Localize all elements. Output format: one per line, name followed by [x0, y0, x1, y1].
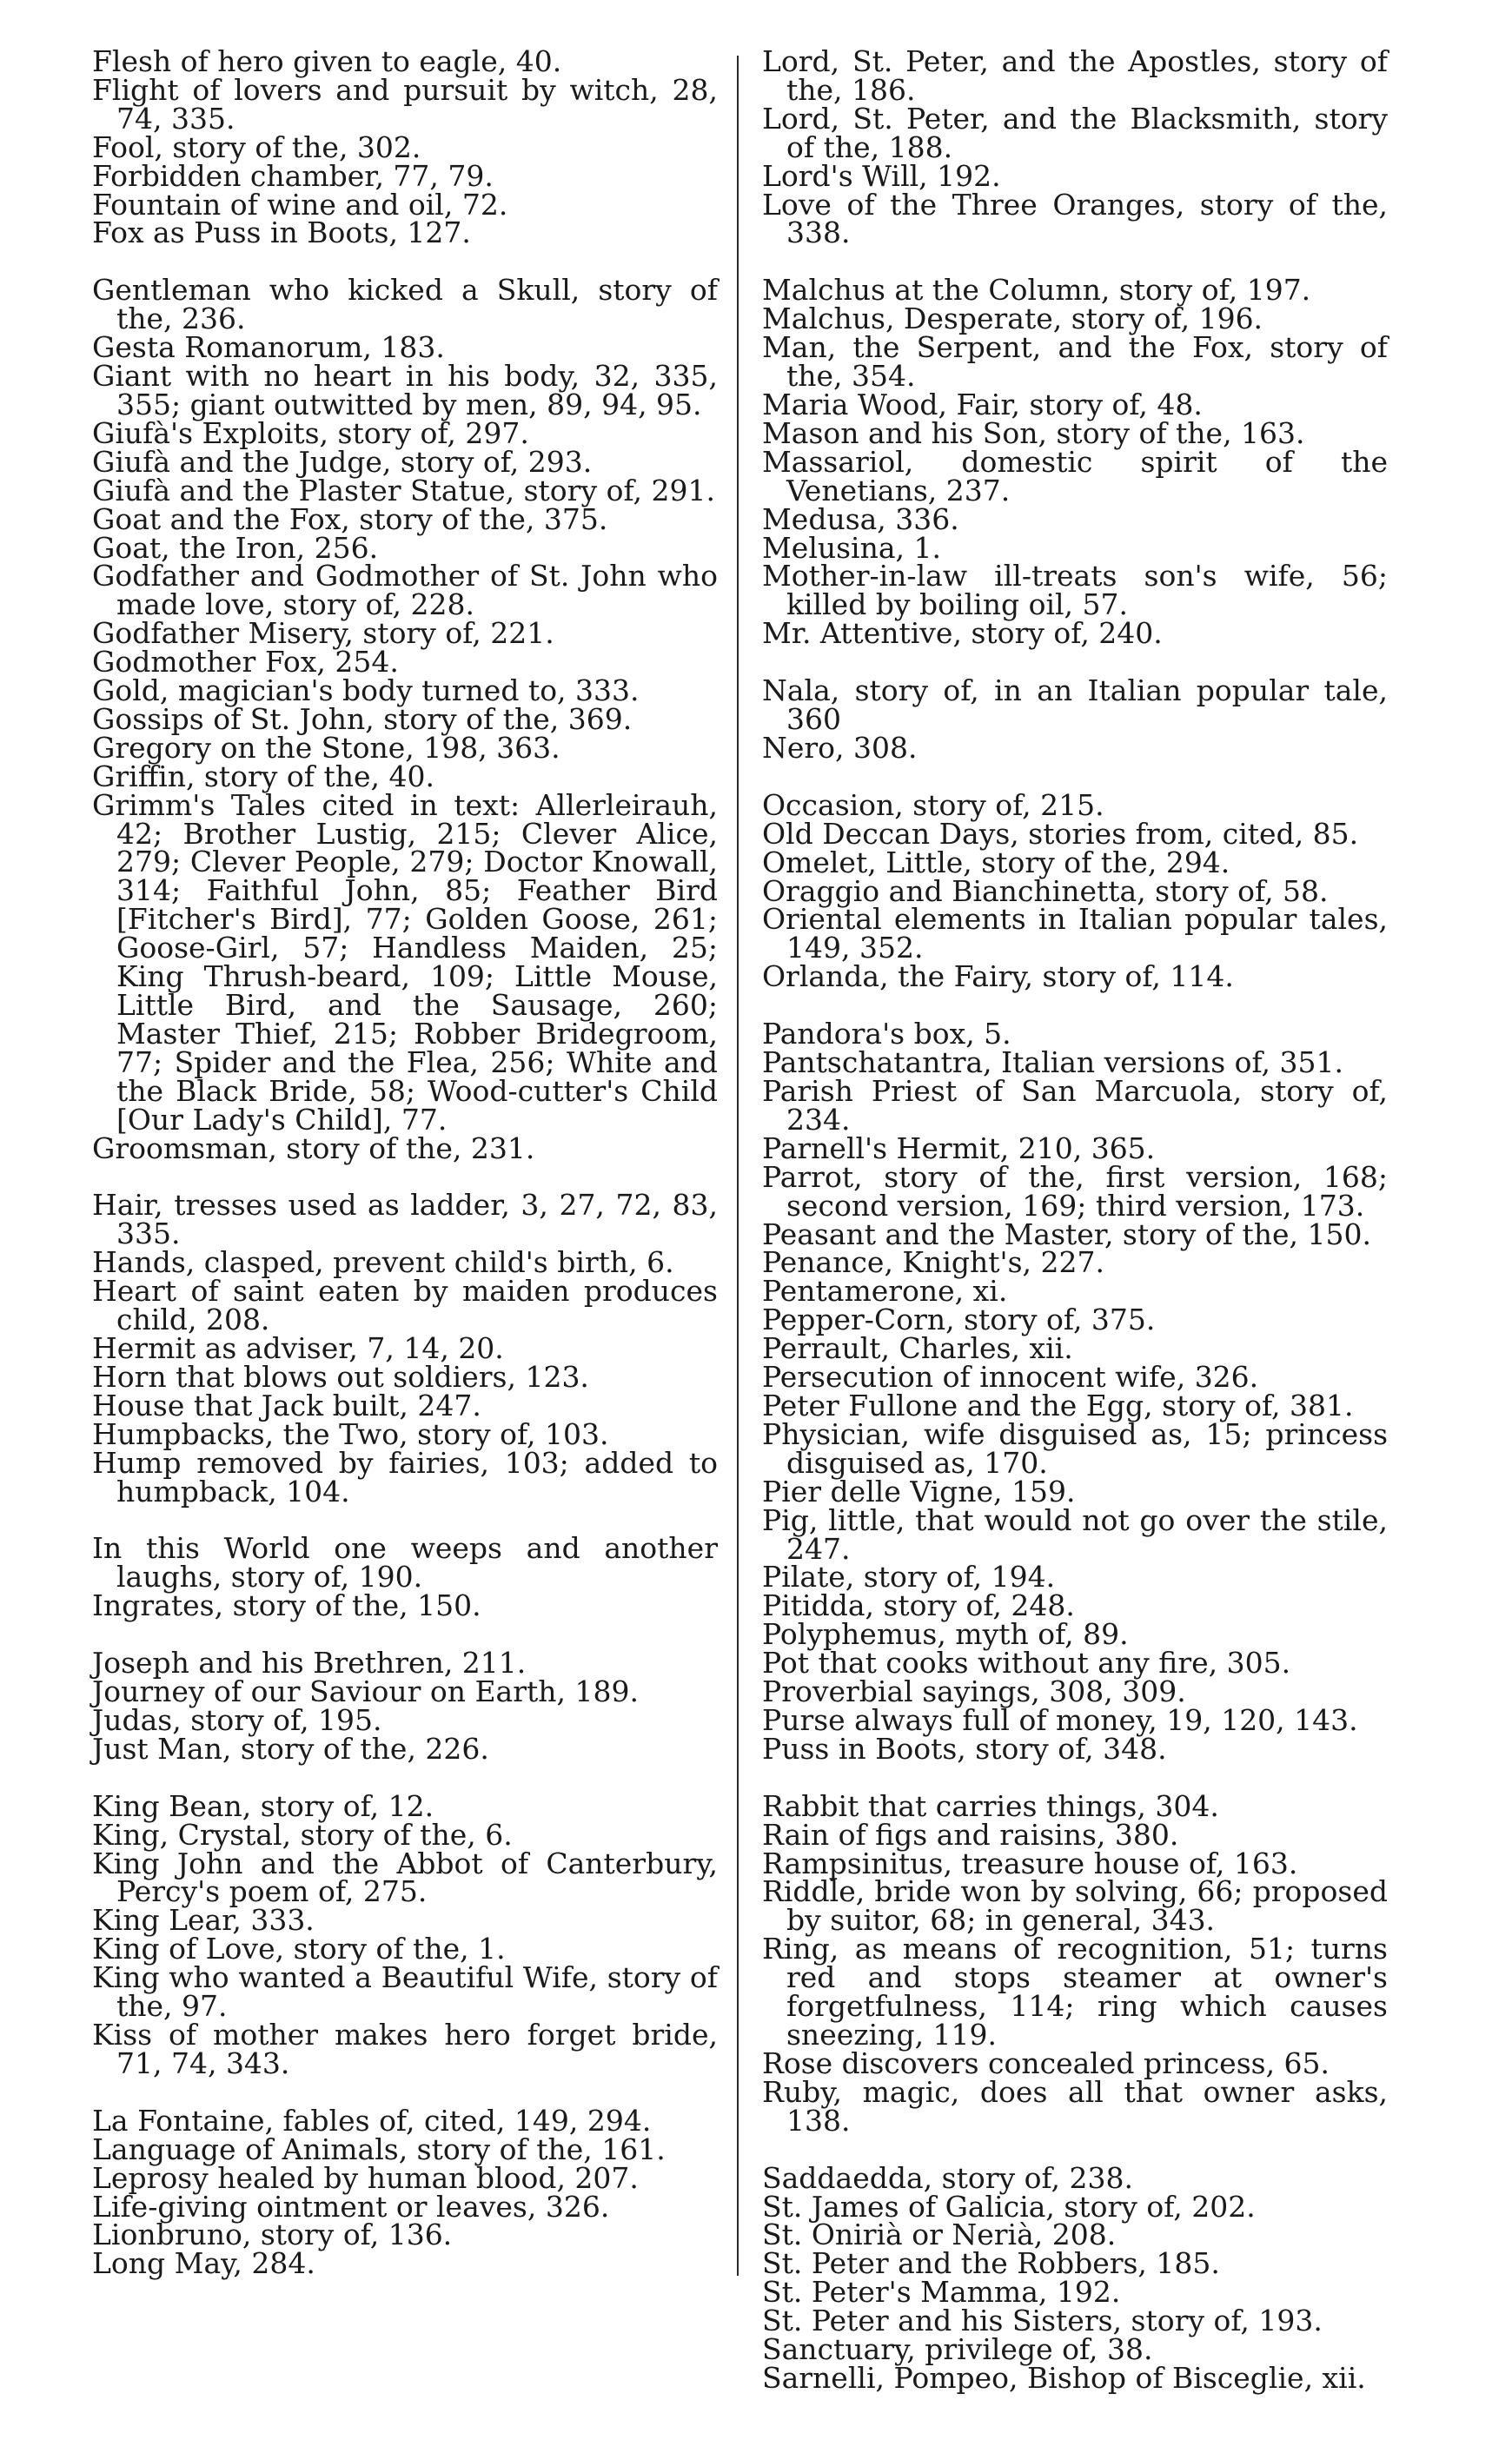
index-entry: Long May, 284. [92, 2246, 315, 2281]
index-entry: In this World one weeps and another laughs, story of, 190. [92, 1531, 718, 1595]
index-entry: Perrault, Charles, xii. [762, 1331, 1073, 1366]
index-entry: Omelet, Little, story of the, 294. [762, 845, 1230, 879]
index-entry: Orlanda, the Fairy, story of, 114. [762, 959, 1234, 994]
index-entry: Ingrates, story of the, 150. [92, 1588, 481, 1623]
index-entry: Godfather Misery, story of, 221. [92, 616, 554, 651]
index-entry: Hump removed by fairies, 103; added to humpback, 104. [92, 1445, 718, 1508]
index-entry: Mason and his Son, story of the, 163. [762, 415, 1305, 450]
index-entry: Oraggio and Bianchinetta, story of, 58. [762, 873, 1329, 908]
index-entry: Oriental elements in Italian popular tales, 149, 352. [762, 902, 1388, 965]
section-gap [762, 2136, 1388, 2165]
index-entry: Occasion, story of, 215. [762, 787, 1104, 822]
index-column-left [92, 44, 718, 2281]
index-entry: Pepper-Corn, story of, 375. [762, 1303, 1156, 1337]
index-entry: St. James of Galicia, story of, 202. [762, 2189, 1256, 2224]
index-entry: Purse always full of money, 19, 120, 143. [762, 1702, 1358, 1737]
index-entry: Pot that cooks without any fire, 305. [762, 1646, 1291, 1681]
index-entry: Flight of lovers and pursuit by witch, 28, 74, 335. [92, 72, 718, 136]
index-entry: Goat and the Fox, story of the, 375. [92, 501, 608, 536]
index-entry: Humpbacks, the Two, story of, 103. [92, 1416, 609, 1451]
index-entry: Puss in Boots, story of, 348. [762, 1731, 1167, 1766]
index-entry: Melusina, 1. [762, 530, 942, 565]
index-entry: Lord's Will, 192. [762, 158, 1001, 193]
index-entry: Old Deccan Days, stories from, cited, 85. [762, 816, 1359, 851]
index-entry: Judas, story of, 195. [92, 1702, 382, 1737]
index-entry: Penance, Knight's, 227. [762, 1245, 1104, 1280]
index-entry: Grimm's Tales cited in text: Allerleirauh, 42; Brother Lustig, 215; Clever Alice, 279; Clever People, 279; Doctor Knowall, 314; Faithful John, 85; Feather Bird [Fitcher's Bird], 77; Golden Goose, 261; Goose-Girl, 57; Handless Maiden, 25; King Thrush-beard, 109; Little Mouse, Little Bird, and the Sausage, 260; Master Thief, 215; Robber Bridegroom, 77; Spider and the Flea, 256; White and the Black Bride, 58; Wood-cutter's Child [Our Lady's Child], 77. [92, 787, 718, 1137]
index-entry: Horn that blows out soldiers, 123. [92, 1359, 589, 1394]
index-entry: Massariol, domestic spirit of the Venetians, 237. [762, 444, 1388, 507]
index-entry: St. Peter and his Sisters, story of, 193. [762, 2304, 1323, 2338]
index-entry: Life-giving ointment or leaves, 326. [92, 2189, 610, 2224]
index-entry: Pig, little, that would not go over the stile, 247. [762, 1502, 1388, 1566]
index-entry: Godfather and Godmother of St. John who made love, story of, 228. [92, 559, 718, 622]
index-entry: Parnell's Hermit, 210, 365. [762, 1130, 1156, 1165]
index-entry: Forbidden chamber, 77, 79. [92, 158, 494, 193]
index-entry: Giufà and the Judge, story of, 293. [92, 444, 593, 479]
index-entry: Peasant and the Master, story of the, 150. [762, 1217, 1371, 1251]
index-entry: Gossips of St. John, story of the, 369. [92, 701, 633, 736]
index-entry: Giufà and the Plaster Statue, story of, 291. [92, 473, 715, 507]
index-entry: Lionbruno, story of, 136. [92, 2218, 453, 2252]
index-entry: Groomsman, story of the, 231. [92, 1130, 535, 1165]
index-entry: Ruby, magic, does all that owner asks, 138. [762, 2074, 1388, 2138]
index-entry: Hair, tresses used as ladder, 3, 27, 72, 83, 335. [92, 1188, 718, 1251]
index-entry: Journey of our Saviour on Earth, 189. [92, 1674, 639, 1709]
index-entry: Sarnelli, Pompeo, Bishop of Bisceglie, xii. [762, 2360, 1366, 2395]
index-entry: Pandora's box, 5. [762, 1017, 1011, 1051]
index-entry: King who wanted a Beautiful Wife, story of the, 97. [92, 1960, 718, 2024]
index-entry: Rose discovers concealed princess, 65. [762, 2045, 1330, 2080]
index-entry: Rampsinitus, treasure house of, 163. [762, 1846, 1298, 1880]
index-entry: Sanctuary, privilege of, 38. [762, 2332, 1153, 2367]
index-entry: Flesh of hero given to eagle, 40. [92, 44, 562, 78]
index-entry: Rain of figs and raisins, 380. [762, 1817, 1179, 1852]
index-entry: Pentamerone, xi. [762, 1274, 1008, 1309]
index-entry: Persecution of innocent wife, 326. [762, 1360, 1259, 1395]
index-entry: Godmother Fox, 254. [92, 645, 399, 680]
index-entry: Fool, story of the, 302. [92, 129, 421, 164]
index-entry: Nala, story of, in an Italian popular tale, 360 [762, 673, 1388, 737]
section-gap [762, 763, 1388, 792]
index-entry: St. Onirià or Nerià, 208. [762, 2218, 1117, 2252]
index-entry: Gesta Romanorum, 183. [92, 330, 445, 365]
index-entry: Griffin, story of the, 40. [92, 759, 434, 793]
index-entry: Gregory on the Stone, 198, 363. [92, 730, 560, 765]
index-entry: Hands, clasped, prevent child's birth, 6. [92, 1245, 674, 1280]
index-entry: Riddle, bride won by solving, 66; proposed by suitor, 68; in general, 343. [762, 1874, 1388, 1938]
index-entry: Leprosy healed by human blood, 207. [92, 2160, 639, 2195]
index-column-right [762, 44, 1388, 2395]
index-entry: Heart of saint eaten by maiden produces child, 208. [92, 1274, 718, 1337]
index-entry: Ring, as means of recognition, 51; turns red and stops steamer at owner's forgetfulness, 114; ring which causes sneezing, 119. [762, 1932, 1388, 2052]
index-entry: Parrot, story of the, first version, 168; second version, 169; third version, 173. [762, 1159, 1388, 1223]
index-entry: Lord, St. Peter, and the Apostles, story of the, 186. [762, 44, 1388, 107]
index-entry: Pilate, story of, 194. [762, 1560, 1056, 1595]
index-entry: Proverbial sayings, 308, 309. [762, 1674, 1186, 1709]
index-entry: St. Peter's Mamma, 192. [762, 2275, 1121, 2310]
index-entry: Gentleman who kicked a Skull, story of the, 236. [92, 273, 718, 336]
index-entry: Saddaedda, story of, 238. [762, 2160, 1133, 2195]
index-entry: King of Love, story of the, 1. [92, 1932, 506, 1966]
index-entry: Malchus at the Column, story of, 197. [762, 273, 1311, 308]
index-entry: Goat, the Iron, 256. [92, 530, 379, 565]
index-entry: King John and the Abbot of Canterbury, Percy's poem of, 275. [92, 1846, 718, 1909]
index-entry: Parish Priest of San Marcuola, story of, 234. [762, 1074, 1388, 1137]
index-entry: Language of Animals, story of the, 161. [92, 2132, 666, 2166]
index-entry: Pitidda, story of, 248. [762, 1588, 1075, 1623]
index-entry: Mr. Attentive, story of, 240. [762, 616, 1163, 651]
index-entry: Maria Wood, Fair, story of, 48. [762, 387, 1203, 421]
index-entry: Love of the Three Oranges, story of the, 338. [762, 187, 1388, 250]
index-entry: Polyphemus, myth of, 89. [762, 1617, 1129, 1652]
index-entry: Man, the Serpent, and the Fox, story of the, 354. [762, 330, 1388, 394]
index-entry: Kiss of mother makes hero forget bride, 71, 74, 343. [92, 2018, 718, 2080]
index-entry: House that Jack built, 247. [92, 1388, 481, 1422]
index-entry: Hermit as adviser, 7, 14, 20. [92, 1330, 504, 1365]
section-gap [762, 1764, 1388, 1793]
index-entry: Just Man, story of the, 226. [92, 1731, 489, 1766]
index-entry: Malchus, Desperate, story of, 196. [762, 302, 1263, 336]
index-entry: Lord, St. Peter, and the Blacksmith, story of the, 188. [762, 101, 1388, 164]
index-entry: Pantschatantra, Italian versions of, 351. [762, 1045, 1343, 1080]
index-entry: Fountain of wine and oil, 72. [92, 187, 508, 222]
index-entry: King, Crystal, story of the, 6. [92, 1817, 513, 1852]
index-entry: Peter Fullone and the Egg, story of, 381. [762, 1388, 1354, 1422]
index-entry: Pier delle Vigne, 159. [762, 1474, 1076, 1508]
index-entry: Giant with no heart in his body, 32, 335, 355; giant outwitted by men, 89, 94, 95. [92, 359, 718, 421]
section-gap [92, 1764, 718, 1793]
index-entry: Fox as Puss in Boots, 127. [92, 215, 471, 250]
index-entry: Gold, magician's body turned to, 333. [92, 673, 640, 708]
index-entry: La Fontaine, fables of, cited, 149, 294. [92, 2103, 652, 2138]
index-entry: Physician, wife disguised as, 15; princess disguised as, 170. [762, 1416, 1388, 1480]
index-entry: Nero, 308. [762, 730, 918, 765]
index-entry: King Bean, story of, 12. [92, 1788, 434, 1823]
index-entry: St. Peter and the Robbers, 185. [762, 2246, 1220, 2281]
index-entry: Mother-in-law ill-treats son's wife, 56; killed by boiling oil, 57. [762, 559, 1388, 622]
section-gap [92, 2079, 718, 2107]
column-divider [737, 56, 739, 2276]
index-entry: Rabbit that carries things, 304. [762, 1788, 1219, 1823]
index-entry: Giufà's Exploits, story of, 297. [92, 415, 529, 450]
index-entry: King Lear, 333. [92, 1903, 315, 1938]
index-entry: Joseph and his Brethren, 211. [92, 1646, 527, 1681]
index-entry: Medusa, 336. [762, 501, 959, 536]
